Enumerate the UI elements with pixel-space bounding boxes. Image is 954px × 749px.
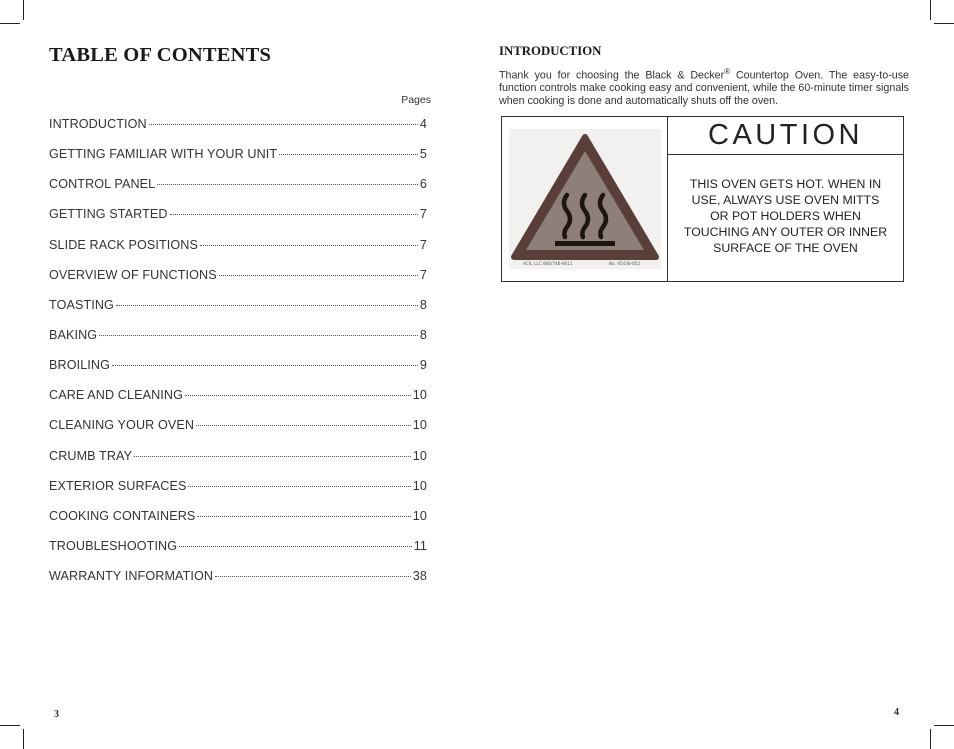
leader-dots (99, 335, 418, 336)
toc-entry[interactable] (49, 177, 427, 207)
crop-mark-top-left-h (0, 23, 20, 24)
leader-dots (170, 214, 418, 215)
toc-entry-label: CRUMB TRAY (49, 448, 133, 463)
toc-entry[interactable] (49, 539, 427, 569)
leader-dots (197, 516, 410, 517)
toc-entry-page: 5 (419, 147, 427, 162)
toc-entry-page: 8 (419, 327, 427, 342)
hot-surface-warning-label (502, 117, 668, 281)
toc-entry-page: 11 (413, 538, 427, 553)
toc-entry-page: 38 (412, 569, 427, 584)
crop-mark-bottom-left-v (23, 729, 24, 749)
caution-box (501, 116, 904, 282)
leader-dots (215, 576, 411, 577)
caution-title: CAUTION (668, 117, 903, 155)
toc-entry-page: 10 (412, 448, 427, 463)
toc-entry-label: EXTERIOR SURFACES (49, 478, 187, 493)
toc-entry[interactable] (49, 418, 427, 448)
toc-entry[interactable] (49, 388, 427, 418)
toc-entry[interactable] (49, 207, 427, 237)
toc-entry[interactable] (49, 238, 427, 268)
intro-text-start: Thank you for choosing the Black & Decker (499, 69, 725, 82)
crop-mark-bottom-right-h (934, 725, 954, 726)
toc-entry-label: GETTING FAMILIAR WITH YOUR UNIT (49, 147, 278, 162)
toc-entry-label: OVERVIEW OF FUNCTIONS (49, 267, 217, 282)
toc-entry-page: 9 (419, 358, 427, 373)
toc-entry-label: CONTROL PANEL (49, 177, 156, 192)
crop-mark-top-right-v (930, 0, 931, 20)
crop-mark-top-right-h (934, 23, 954, 24)
caution-text: THIS OVEN GETS HOT. WHEN IN USE, ALWAYS USE OVEN MITTS OR POT HOLDERS WHEN TOUCHING ANY OUTER OR INNER SURFACE OF THE OVEN (683, 177, 888, 255)
toc-entry-label: WARRANTY INFORMATION (49, 569, 214, 584)
toc-entry[interactable] (49, 449, 427, 479)
label-fine-print-left: ACS, LLC 800/746-6611 (522, 261, 573, 266)
intro-paragraph (499, 66, 909, 107)
leader-dots (185, 395, 411, 396)
toc-entry-label: BAKING (49, 327, 98, 342)
leader-dots (188, 486, 410, 487)
toc-entry-page: 7 (419, 207, 427, 222)
toc-entry-page: 4 (419, 117, 427, 131)
toc-entry-label: COOKING CONTAINERS (49, 508, 196, 523)
leader-dots (149, 124, 418, 125)
toc-entry[interactable] (49, 358, 427, 388)
pages-column-label: Pages (401, 94, 431, 106)
hot-surface-warning-icon (509, 129, 661, 269)
toc-entry-label: TROUBLESHOOTING (49, 538, 178, 553)
toc-entry-page: 8 (419, 297, 427, 312)
toc-entry-label: GETTING STARTED (49, 207, 168, 222)
leader-dots (134, 456, 411, 457)
leader-dots (112, 365, 418, 366)
crop-mark-bottom-left-h (0, 725, 20, 726)
leader-dots (200, 245, 418, 246)
toc-entry-page: 10 (412, 508, 427, 523)
leader-dots (279, 154, 418, 155)
leader-dots (219, 275, 418, 276)
toc-entry-page: 7 (419, 267, 427, 282)
crop-mark-top-left-v (23, 0, 24, 20)
toc-entry-page: 7 (419, 237, 427, 252)
leader-dots (157, 184, 418, 185)
toc-entry-label: BROILING (49, 358, 110, 373)
label-fine-print-right: No. 95438-852 (608, 261, 640, 266)
registered-mark: ® (724, 67, 731, 76)
intro-text-end: Countertop Oven. The easy-to-use function controls make cooking easy and convenient, while the 60-minute timer signals when cooking is done and automatically shuts off the oven. (499, 69, 909, 107)
toc-entry-page: 10 (412, 418, 427, 433)
page-number-right: 4 (894, 707, 899, 718)
toc-entry-label: INTRODUCTION (49, 117, 147, 131)
toc-entry-page: 10 (412, 478, 427, 493)
toc-entry[interactable] (49, 117, 427, 147)
toc-entry-label: CARE AND CLEANING (49, 388, 183, 403)
toc-entry-label: TOASTING (49, 297, 114, 312)
page-number-left: 3 (54, 709, 59, 720)
table-of-contents (49, 117, 427, 599)
leader-dots (116, 305, 418, 306)
toc-entry-page: 6 (419, 177, 427, 192)
caution-message (668, 117, 903, 281)
page-title: TABLE OF CONTENTS (49, 44, 272, 66)
section-heading: INTRODUCTION (499, 44, 602, 58)
leader-dots (179, 546, 412, 547)
toc-entry-label: SLIDE RACK POSITIONS (49, 237, 198, 252)
toc-entry[interactable] (49, 268, 427, 298)
toc-entry[interactable] (49, 509, 427, 539)
toc-entry-label: CLEANING YOUR OVEN (49, 418, 195, 433)
toc-entry[interactable] (49, 298, 427, 328)
toc-entry[interactable] (49, 569, 427, 599)
toc-entry[interactable] (49, 328, 427, 358)
toc-entry-page: 10 (412, 388, 427, 403)
toc-entry[interactable] (49, 147, 427, 177)
leader-dots (196, 425, 411, 426)
crop-mark-bottom-right-v (930, 729, 931, 749)
toc-entry[interactable] (49, 479, 427, 509)
